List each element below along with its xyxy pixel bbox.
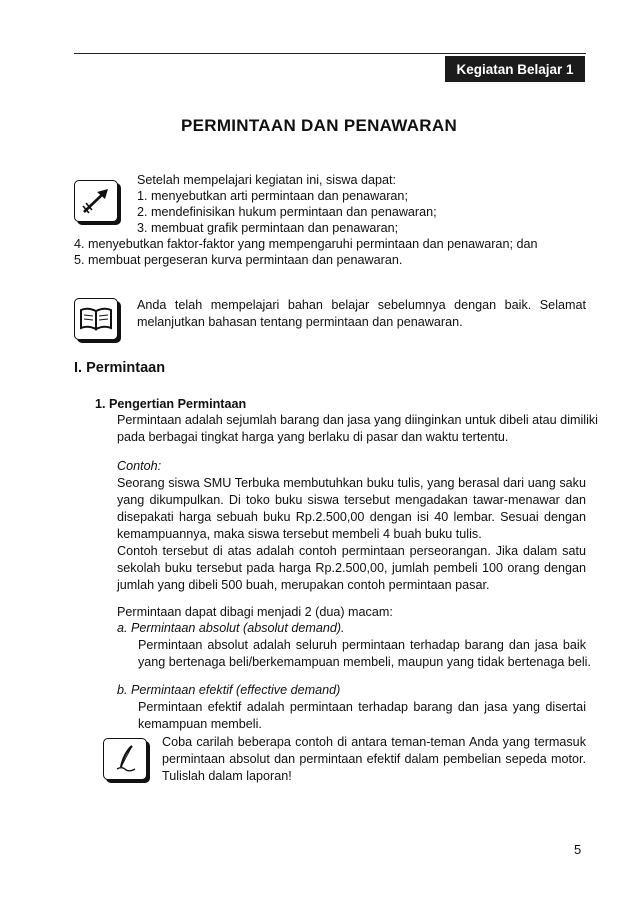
open-book-icon [74, 298, 118, 340]
type-a-label: a. Permintaan absolut (absolut demand). [117, 621, 345, 635]
header-rule [74, 53, 586, 54]
pen-writing-icon [103, 738, 147, 780]
task-line: Tulislah dalam laporan! [162, 769, 292, 783]
intro-text-line: Anda telah mempelajari bahan belajar sebelumnya dengan baik. Selamat [137, 298, 586, 312]
objectives-intro: Setelah mempelajari kegiatan ini, siswa dapat: [137, 173, 397, 187]
task-line: permintaan absolut dan permintaan efektif dalam pembelian sepeda motor. [162, 752, 586, 766]
example-line: Contoh tersebut di atas adalah contoh permintaan perseorangan. Jika dalam satu [117, 544, 586, 558]
subsection-heading: 1. Pengertian Permintaan [95, 397, 247, 411]
activity-tag: Kegiatan Belajar 1 [445, 56, 585, 82]
target-arrow-icon [74, 180, 118, 222]
objective-item: 3. membuat grafik permintaan dan penawaran; [137, 221, 399, 235]
type-b-line: kemampuan membeli. [138, 717, 262, 731]
example-line: Seorang siswa SMU Terbuka membutuhkan buku tulis, yang berasal dari uang saku [117, 476, 586, 490]
example-line: yang dikumpulkan. Di toko buku siswa tersebut mengadakan tawar-menawar dan [117, 493, 586, 507]
type-a-line: yang bertenaga beli/berkemampuan membeli, maupun yang tidak bertenaga beli. [138, 655, 591, 669]
type-b-label: b. Permintaan efektif (effective demand) [117, 683, 341, 697]
example-line: sekolah buku tersebut pada harga Rp.2.500,00, jumlah pembeli 100 orang dengan [117, 561, 586, 575]
example-line: jumlah yang dibeli 500 buah, merupakan contoh permintaan pasar. [117, 578, 490, 592]
objective-item: 1. menyebutkan arti permintaan dan penawaran; [137, 189, 408, 203]
section-heading: I. Permintaan [74, 360, 166, 376]
example-line: kemampuannya, maka siswa tersebut membeli 4 buah buku tulis. [117, 527, 482, 541]
objective-item: 2. mendefinisikan hukum permintaan dan penawaran; [137, 205, 437, 219]
example-label: Contoh: [117, 459, 162, 473]
type-b-line: Permintaan efektif adalah permintaan terhadap barang dan jasa yang disertai [138, 700, 586, 714]
page-number: 5 [574, 842, 582, 857]
definition-line: pada berbagai tingkat harga yang berlaku di pasar dan waktu tertentu. [117, 430, 509, 444]
page-title: PERMINTAAN DAN PENAWARAN [180, 116, 458, 135]
example-line: disepakati harga sebuah buku Rp.2.500,00 dengan isi 40 lembar. Sesuai dengan [117, 510, 586, 524]
intro-text-line: melanjutkan bahasan tentang permintaan dan penawaran. [137, 315, 463, 329]
task-line: Coba carilah beberapa contoh di antara teman-teman Anda yang termasuk [162, 735, 586, 749]
objective-item: 4. menyebutkan faktor-faktor yang mempengaruhi permintaan dan penawaran; dan [74, 237, 538, 251]
objective-item: 5. membuat pergeseran kurva permintaan dan penawaran. [74, 253, 403, 267]
definition-line: Permintaan adalah sejumlah barang dan jasa yang diinginkan untuk dibeli atau dimiliki [117, 413, 598, 427]
type-a-line: Permintaan absolut adalah seluruh permintaan terhadap barang dan jasa baik [138, 638, 586, 652]
division-intro: Permintaan dapat dibagi menjadi 2 (dua) macam: [117, 605, 393, 619]
